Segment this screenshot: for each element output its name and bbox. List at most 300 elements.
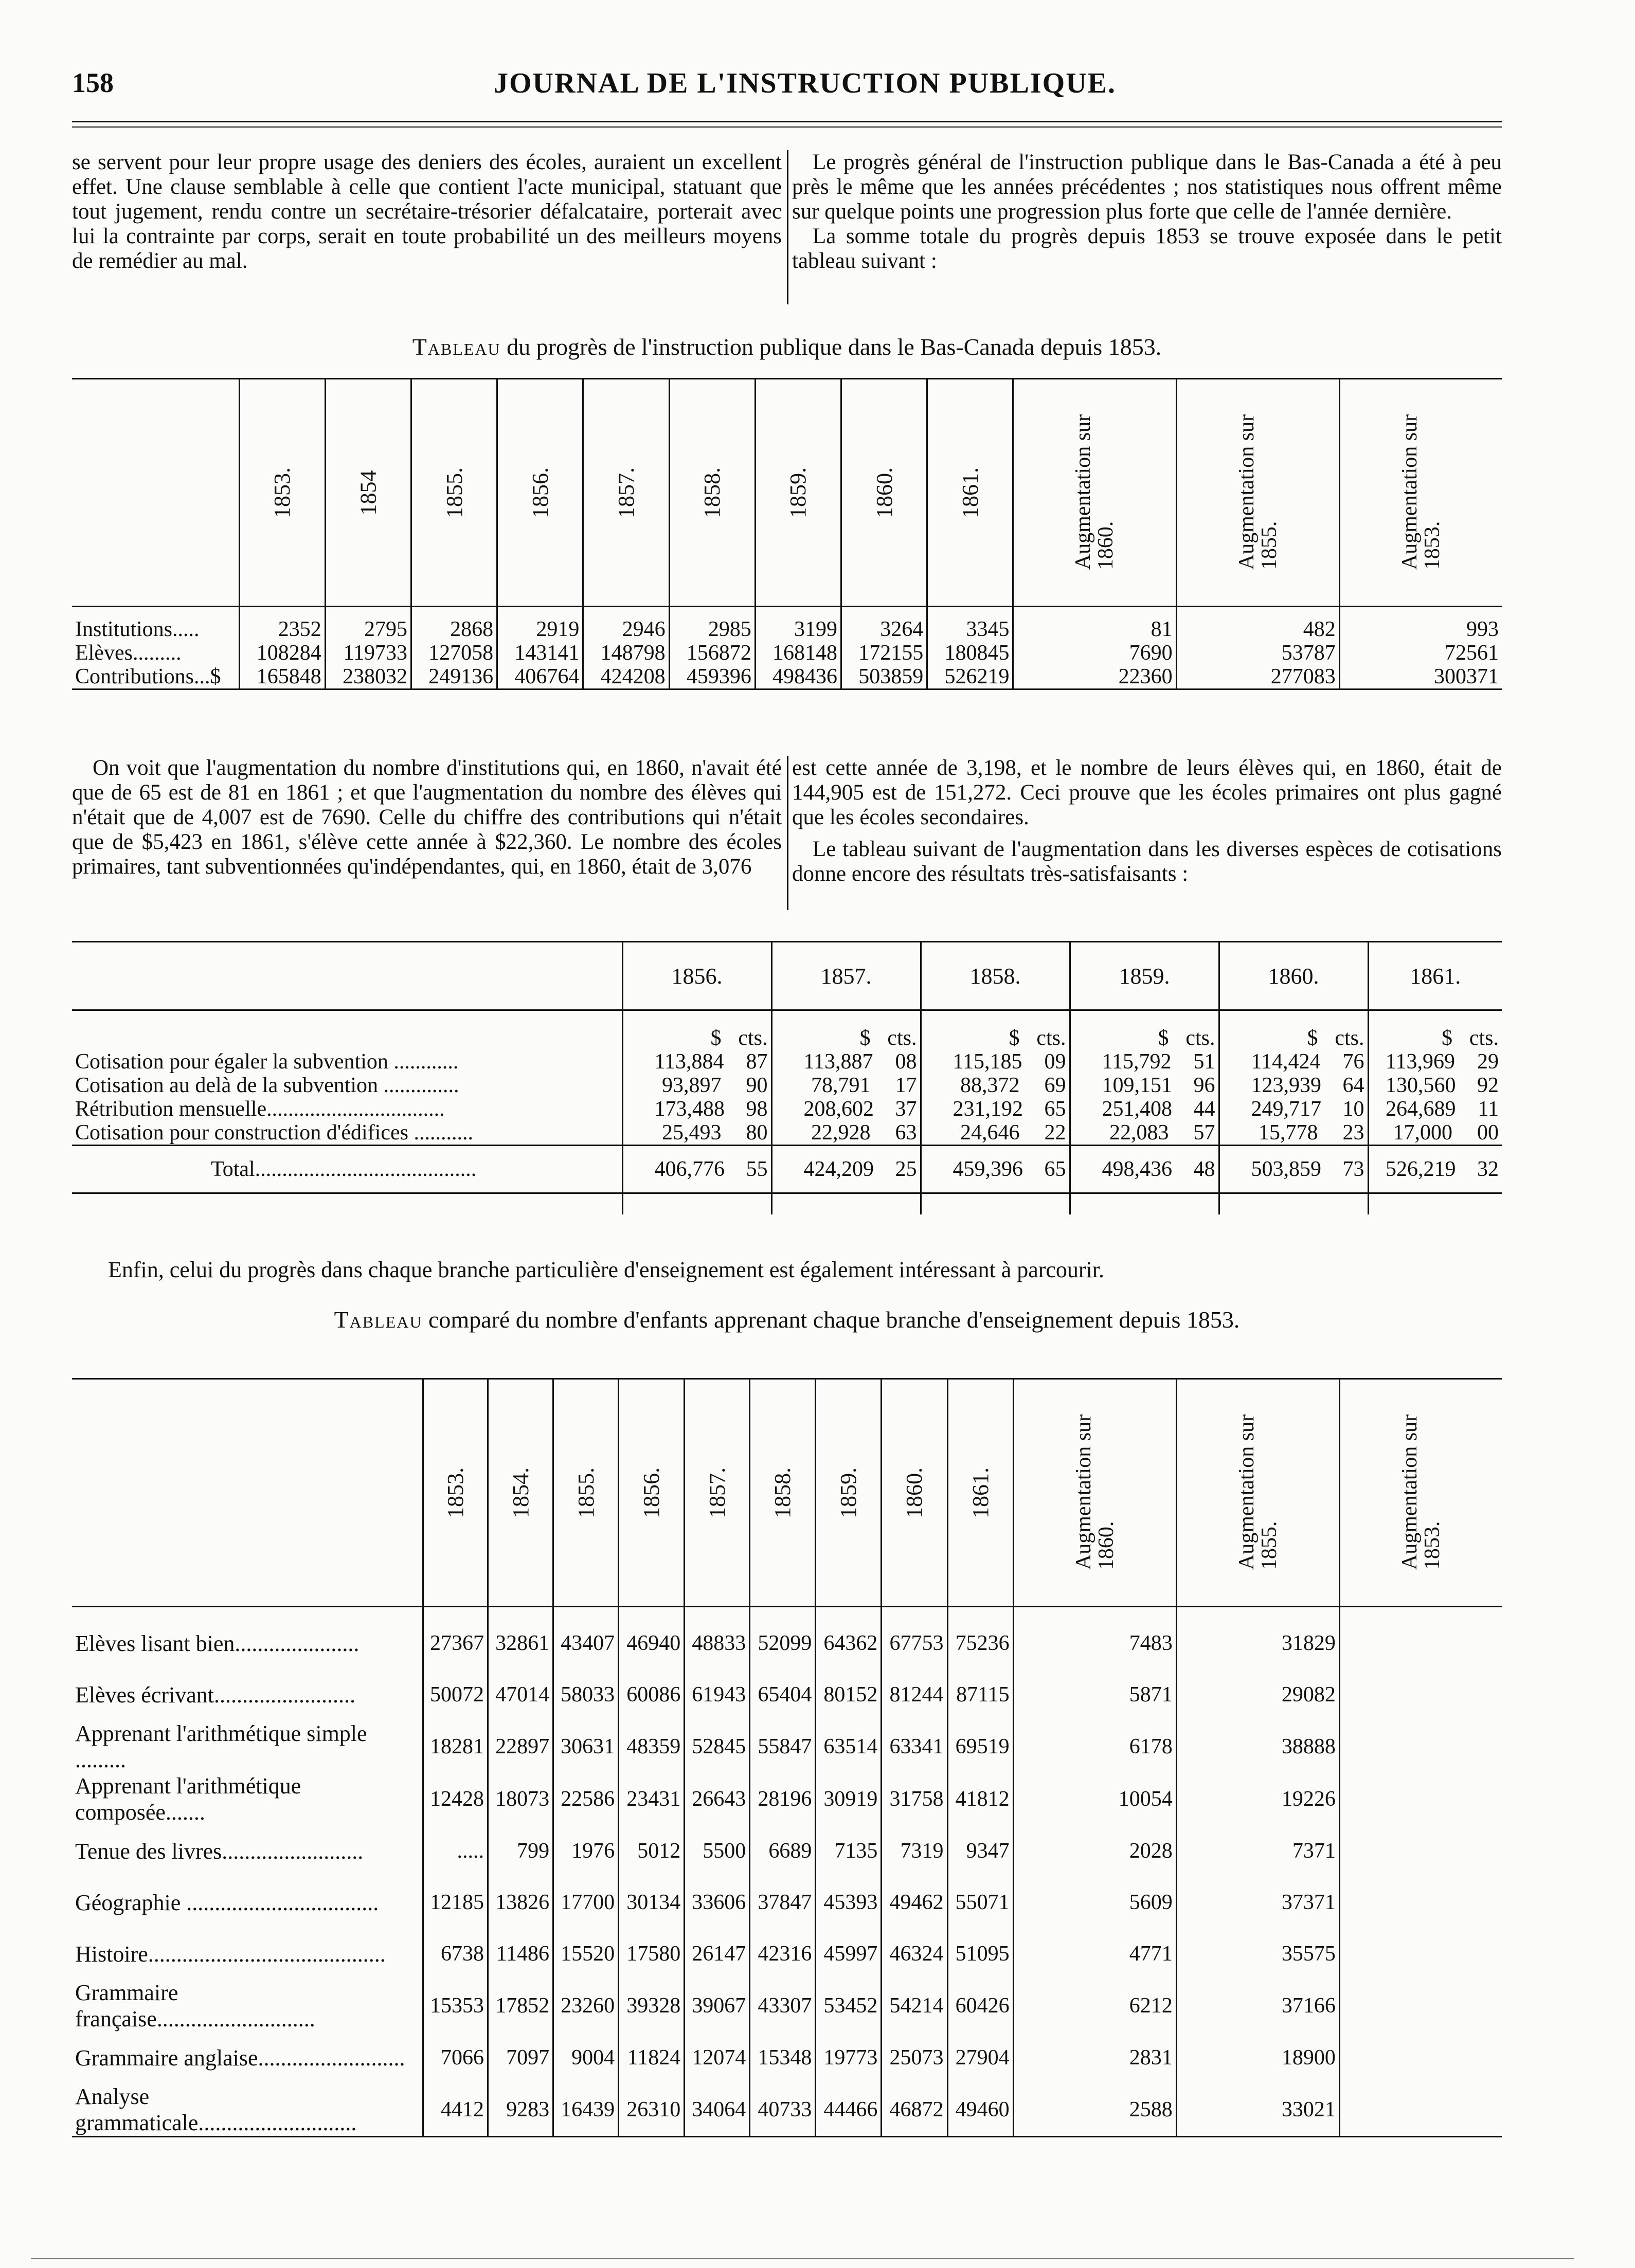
table-cell: 35575 — [1176, 1928, 1339, 1980]
table-cell: 2352 — [239, 607, 325, 642]
cents-value: 29 — [1477, 1050, 1499, 1074]
table3-row — [72, 1928, 1502, 1980]
table-cell: 25073 — [882, 2032, 947, 2083]
table-cell: 9283 — [488, 2083, 553, 2137]
money-cell — [622, 1074, 771, 1097]
units-cell — [1219, 1010, 1368, 1050]
dollars-value: 15,778 — [1259, 1121, 1318, 1145]
money-cell — [1368, 1050, 1502, 1074]
units-blank — [72, 1010, 622, 1050]
cents-value: 51 — [1193, 1050, 1215, 1074]
table1-header-cell: Augmentation sur 1855. — [1176, 379, 1339, 607]
table3-row — [72, 1773, 1502, 1825]
table-cell: 143141 — [497, 641, 583, 665]
table-cell: 180845 — [927, 641, 1013, 665]
cents-value: 22 — [1044, 1121, 1066, 1145]
table-cell: 4412 — [423, 2083, 488, 2137]
rule-cell — [622, 1193, 771, 1215]
table-cell: 3345 — [927, 607, 1013, 642]
table-cell: 5871 — [1013, 1669, 1176, 1720]
table-cell: 29082 — [1176, 1669, 1339, 1720]
cents-value: 92 — [1477, 1074, 1499, 1097]
dollar-unit: $ — [859, 1026, 871, 1050]
dollars-value: 109,151 — [1102, 1074, 1172, 1097]
dollars-value: 115,185 — [953, 1050, 1022, 1074]
table-cell: 30631 — [553, 1720, 619, 1773]
cents-value: 98 — [746, 1097, 768, 1121]
table-cell: 45393 — [816, 1877, 882, 1928]
table2-year-header: 1861. — [1368, 942, 1502, 1010]
money-cell — [622, 1097, 771, 1121]
column-divider — [787, 150, 788, 304]
table3-row — [72, 1980, 1502, 2032]
rule-cell — [72, 1193, 622, 1215]
middle-right-paragraph-2: Le tableau suivant de l'augmentation dans les diverses espèces de cotisations donne encore des résultats très-satisfaisants : — [792, 837, 1502, 886]
table-cell: 46940 — [619, 1607, 685, 1670]
table2-row — [72, 1074, 1502, 1097]
table1-bottom-rule — [72, 690, 1502, 706]
table-cell: 424208 — [583, 665, 669, 690]
money-cell — [1070, 1121, 1219, 1146]
table3-caption — [72, 1306, 1502, 1333]
cents-value: 80 — [746, 1121, 768, 1145]
table2-row — [72, 1097, 1502, 1121]
cents-value: 11 — [1478, 1097, 1499, 1121]
table-cell: 12185 — [423, 1877, 488, 1928]
cotisations-table — [72, 941, 1502, 1214]
table-cell: 87115 — [947, 1669, 1013, 1720]
cents-value: 00 — [1477, 1121, 1499, 1145]
table-cell: 3199 — [755, 607, 841, 642]
table-cell: 526219 — [927, 665, 1013, 690]
row-label: Rétribution mensuelle................................. — [75, 1097, 445, 1121]
money-cell — [771, 1097, 921, 1121]
table-cell — [1339, 1669, 1502, 1720]
table-cell: 39328 — [619, 1980, 685, 2032]
dollars-value: 78,791 — [811, 1074, 871, 1097]
table1-header-blank — [72, 379, 239, 607]
money-cell — [1368, 1074, 1502, 1097]
table-cell: 238032 — [325, 665, 411, 690]
row-label: Grammaire anglaise.......................... — [75, 2045, 405, 2071]
table1-header-cell: 1860. — [841, 379, 927, 607]
dollar-unit: $ — [1307, 1026, 1318, 1050]
table-cell: 80152 — [816, 1669, 882, 1720]
row-label: Histoire.......................................... — [75, 1941, 386, 1967]
table-cell — [1339, 1720, 1502, 1773]
row-label: Cotisation pour construction d'édifices ........... — [75, 1121, 473, 1145]
table-cell: 55071 — [947, 1877, 1013, 1928]
page-header — [72, 62, 1502, 108]
middle-right-paragraph-1: est cette année de 3,198, et le nombre de leurs élèves qui, en 1860, était de 144,905 est de 151,272. Ceci prouve que les écoles primaires ont plus gagné que les écoles secondaires. — [792, 756, 1502, 829]
table-cell: 39067 — [685, 1980, 750, 2032]
table-cell: 799 — [488, 1825, 553, 1877]
table-cell: 26643 — [685, 1773, 750, 1825]
table3-header-cell: 1854. — [488, 1379, 553, 1607]
dollars-value: 123,939 — [1251, 1074, 1321, 1097]
units-cell — [1070, 1010, 1219, 1050]
table-cell: 16439 — [553, 2083, 619, 2137]
middle-columns — [72, 756, 1502, 910]
dollars-value: 88,372 — [960, 1074, 1020, 1097]
dollars-value: 25,493 — [662, 1121, 722, 1145]
table-cell: 168148 — [755, 641, 841, 665]
table-cell: 498436 — [755, 665, 841, 690]
table-cell: 2985 — [669, 607, 755, 642]
dollars-value: 249,717 — [1251, 1097, 1321, 1121]
row-label: Grammaire française............................ — [75, 1980, 315, 2031]
cents-value: 63 — [895, 1121, 917, 1145]
table3-row — [72, 2032, 1502, 2083]
intro-right-paragraph-1: Le progrès général de l'instruction publique dans le Bas-Canada a été à peu près le même que les années précédentes ; nos statistiques nous offrent même sur quelque points une progression plus forte que celle de l'année dernière. — [792, 150, 1502, 224]
table-cell: 17700 — [553, 1877, 619, 1928]
table-cell: 34064 — [685, 2083, 750, 2137]
table1-header-cell: 1859. — [755, 379, 841, 607]
table-cell: ..... — [423, 1825, 488, 1877]
table-cell: 172155 — [841, 641, 927, 665]
cents-unit: cts. — [738, 1026, 768, 1050]
table-cell: 72561 — [1339, 641, 1502, 665]
row-label: Analyse grammaticale............................ — [75, 2084, 357, 2135]
table-cell: 1976 — [553, 1825, 619, 1877]
table-cell: 249136 — [411, 665, 497, 690]
table-cell: 43407 — [553, 1607, 619, 1670]
table2-row — [72, 1050, 1502, 1074]
table-cell: 2868 — [411, 607, 497, 642]
table3-header-cell: Augmentation sur 1853. — [1339, 1379, 1502, 1607]
dollar-unit: $ — [1158, 1026, 1169, 1050]
table3-header-cell: 1856. — [619, 1379, 685, 1607]
dollars-value: 498,436 — [1102, 1157, 1172, 1181]
cents-value: 64 — [1342, 1074, 1364, 1097]
row-label: Cotisation pour égaler la subvention ............ — [75, 1050, 459, 1074]
table3-header-cell: 1859. — [816, 1379, 882, 1607]
table-cell: 5609 — [1013, 1877, 1176, 1928]
table-cell: 28196 — [750, 1773, 816, 1825]
table-cell: 33606 — [685, 1877, 750, 1928]
table-cell: 49462 — [882, 1877, 947, 1928]
money-cell — [1070, 1146, 1219, 1193]
table2-units-row — [72, 1010, 1502, 1050]
cents-value: 48 — [1193, 1157, 1215, 1181]
table-cell — [1339, 1607, 1502, 1670]
dollars-value: 251,408 — [1102, 1097, 1172, 1121]
table-cell: 48833 — [685, 1607, 750, 1670]
table-cell: 2946 — [583, 607, 669, 642]
table-cell: 7483 — [1013, 1607, 1176, 1670]
money-cell — [1070, 1050, 1219, 1074]
rule-cell — [1219, 1193, 1368, 1215]
table2-year-header: 1858. — [921, 942, 1070, 1010]
units-cell — [921, 1010, 1070, 1050]
table-cell: 52845 — [685, 1720, 750, 1773]
cents-value: 87 — [746, 1050, 768, 1074]
dollars-value: 406,776 — [654, 1157, 725, 1181]
table-cell: 406764 — [497, 665, 583, 690]
table-cell: 15348 — [750, 2032, 816, 2083]
dollars-value: 208,602 — [803, 1097, 874, 1121]
table-cell: 63514 — [816, 1720, 882, 1773]
table-cell: 13826 — [488, 1877, 553, 1928]
table-cell — [1339, 1773, 1502, 1825]
units-cell — [622, 1010, 771, 1050]
money-cell — [1219, 1121, 1368, 1146]
table-cell: 49460 — [947, 2083, 1013, 2137]
table-cell: 64362 — [816, 1607, 882, 1670]
table1-header-cell: 1854 — [325, 379, 411, 607]
table-cell: 43307 — [750, 1980, 816, 2032]
money-cell — [771, 1121, 921, 1146]
table-cell: 30919 — [816, 1773, 882, 1825]
table-cell: 69519 — [947, 1720, 1013, 1773]
dollars-value: 93,897 — [662, 1074, 722, 1097]
dollars-value: 173,488 — [654, 1097, 725, 1121]
table-cell: 15353 — [423, 1980, 488, 2032]
table-cell: 459396 — [669, 665, 755, 690]
table1-header-cell: 1856. — [497, 379, 583, 607]
table-cell: 53452 — [816, 1980, 882, 2032]
dollars-value: 22,928 — [811, 1121, 871, 1145]
dollars-value: 17,000 — [1393, 1121, 1452, 1145]
cents-value: 09 — [1044, 1050, 1066, 1074]
table-cell: 30134 — [619, 1877, 685, 1928]
table-cell: 26147 — [685, 1928, 750, 1980]
table-cell: 7319 — [882, 1825, 947, 1877]
row-label: Cotisation au delà de la subvention .............. — [75, 1074, 459, 1097]
table1-header-cell: 1861. — [927, 379, 1013, 607]
table-cell: 300371 — [1339, 665, 1502, 690]
table3-row — [72, 1669, 1502, 1720]
table-cell: 44466 — [816, 2083, 882, 2137]
cents-value: 25 — [895, 1157, 917, 1181]
intro-right-column — [792, 150, 1502, 274]
table-cell: 22586 — [553, 1773, 619, 1825]
table-cell: 51095 — [947, 1928, 1013, 1980]
table-cell: 75236 — [947, 1607, 1013, 1670]
money-cell — [771, 1146, 921, 1193]
table-cell: 22360 — [1013, 665, 1176, 690]
table-cell: 19773 — [816, 2032, 882, 2083]
intro-columns — [72, 150, 1502, 304]
cents-unit: cts. — [1335, 1026, 1364, 1050]
intro-right-paragraph-2: La somme totale du progrès depuis 1853 se trouve exposée dans le petit tableau suivant : — [792, 224, 1502, 273]
cents-unit: cts. — [1036, 1026, 1066, 1050]
table-cell: 41812 — [947, 1773, 1013, 1825]
table-cell: 81 — [1013, 607, 1176, 642]
table-cell: 23260 — [553, 1980, 619, 2032]
table-cell: 81244 — [882, 1669, 947, 1720]
table-cell: 40733 — [750, 2083, 816, 2137]
table-cell: 11824 — [619, 2032, 685, 2083]
dollars-value: 526,219 — [1386, 1157, 1456, 1181]
branches-table — [72, 1378, 1502, 2143]
table-cell: 65404 — [750, 1669, 816, 1720]
table-cell: 2919 — [497, 607, 583, 642]
money-cell — [1219, 1050, 1368, 1074]
intro-left-paragraph: se servent pour leur propre usage des deniers des écoles, auraient un excellent effet. Une clause semblable à celle que contient l'acte municipal, statuant que tout jugement, rendu contre un secrétaire-trésorier défalcataire, porterait avec lui la contrainte par corps, serait en toute probabilité un des meilleurs moyens de remédier au mal. — [72, 150, 782, 273]
table3-row — [72, 1825, 1502, 1877]
row-label: Total......................................... — [72, 1146, 622, 1193]
table-cell — [1339, 1928, 1502, 1980]
dollar-unit: $ — [710, 1026, 722, 1050]
dollars-value: 231,192 — [953, 1097, 1023, 1121]
table-cell: 38888 — [1176, 1720, 1339, 1773]
money-cell — [1070, 1097, 1219, 1121]
table-cell: 18281 — [423, 1720, 488, 1773]
money-cell — [1219, 1146, 1368, 1193]
header-rule — [72, 121, 1502, 128]
table1-caption-text: du progrès de l'instruction publique dans le Bas-Canada depuis 1853. — [507, 334, 1162, 360]
dollars-value: 114,424 — [1251, 1050, 1321, 1074]
table2-row — [72, 1121, 1502, 1146]
table-cell: 6738 — [423, 1928, 488, 1980]
row-label: Institutions..... — [75, 618, 200, 641]
row-label: Géographie .................................. — [75, 1890, 379, 1915]
money-cell — [1219, 1097, 1368, 1121]
dollars-value: 115,792 — [1102, 1050, 1172, 1074]
table-cell: 2795 — [325, 607, 411, 642]
table-cell: 7066 — [423, 2032, 488, 2083]
money-cell — [921, 1097, 1070, 1121]
table-cell: 27367 — [423, 1607, 488, 1670]
table-cell — [1339, 2083, 1502, 2137]
table-cell: 503859 — [841, 665, 927, 690]
dollars-value: 22,083 — [1109, 1121, 1169, 1145]
table-cell: 7371 — [1176, 1825, 1339, 1877]
table-cell: 6178 — [1013, 1720, 1176, 1773]
cents-value: 10 — [1342, 1097, 1364, 1121]
transition-paragraph: Enfin, celui du progrès dans chaque branche particulière d'enseignement est également intéressant à parcourir. — [108, 1257, 1105, 1282]
rule-cell — [1368, 1193, 1502, 1215]
table-cell: 2028 — [1013, 1825, 1176, 1877]
rule-cell — [1070, 1193, 1219, 1215]
table-cell: 46872 — [882, 2083, 947, 2137]
table-cell: 45997 — [816, 1928, 882, 1980]
table-cell — [1339, 1877, 1502, 1928]
cents-value: 44 — [1193, 1097, 1215, 1121]
table3-header-cell: 1855. — [553, 1379, 619, 1607]
units-cell — [771, 1010, 921, 1050]
table2-year-header: 1860. — [1219, 942, 1368, 1010]
table-cell: 18073 — [488, 1773, 553, 1825]
dollars-value: 113,887 — [803, 1050, 873, 1074]
money-cell — [1368, 1121, 1502, 1146]
table-cell: 148798 — [583, 641, 669, 665]
table-cell: 52099 — [750, 1607, 816, 1670]
table-cell: 3264 — [841, 607, 927, 642]
money-cell — [622, 1121, 771, 1146]
table-cell: 2831 — [1013, 2032, 1176, 2083]
table-cell: 32861 — [488, 1607, 553, 1670]
middle-left-column — [72, 756, 782, 879]
table3-caption-text: comparé du nombre d'enfants apprenant chaque branche d'enseignement depuis 1853. — [428, 1307, 1240, 1333]
row-label: Tenue des livres......................... — [75, 1838, 364, 1864]
intro-left-column — [72, 150, 782, 274]
table-cell: 993 — [1339, 607, 1502, 642]
dollars-value: 113,884 — [654, 1050, 724, 1074]
table-cell: 2588 — [1013, 2083, 1176, 2137]
table-cell: 9347 — [947, 1825, 1013, 1877]
table-cell: 11486 — [488, 1928, 553, 1980]
table-cell: 50072 — [423, 1669, 488, 1720]
table3-row — [72, 1720, 1502, 1773]
table-cell: 55847 — [750, 1720, 816, 1773]
table-cell: 6212 — [1013, 1980, 1176, 2032]
row-label: Apprenant l'arithmétique simple ......... — [75, 1721, 367, 1772]
cents-value: 55 — [746, 1157, 768, 1181]
table-cell — [1339, 2032, 1502, 2083]
table-cell: 22897 — [488, 1720, 553, 1773]
table-cell: 482 — [1176, 607, 1339, 642]
table2-year-header: 1856. — [622, 942, 771, 1010]
dollars-value: 459,396 — [953, 1157, 1023, 1181]
cents-value: 17 — [895, 1074, 917, 1097]
table-cell: 127058 — [411, 641, 497, 665]
table1-row — [72, 665, 1502, 690]
table-cell: 10054 — [1013, 1773, 1176, 1825]
table-cell: 37166 — [1176, 1980, 1339, 2032]
table-cell: 12428 — [423, 1773, 488, 1825]
table-cell: 5012 — [619, 1825, 685, 1877]
table3-header-blank — [72, 1379, 423, 1607]
cents-value: 57 — [1193, 1121, 1215, 1145]
row-label: Contributions...$ — [75, 665, 221, 688]
table1-row — [72, 641, 1502, 665]
rule-cell — [921, 1193, 1070, 1215]
table3-header-cell: 1853. — [423, 1379, 488, 1607]
table-cell: 5500 — [685, 1825, 750, 1877]
money-cell — [921, 1050, 1070, 1074]
dollars-value: 24,646 — [960, 1121, 1020, 1145]
table1-caption — [72, 333, 1502, 360]
table3-header-cell: Augmentation sur 1860. — [1013, 1379, 1176, 1607]
dollars-value: 130,560 — [1386, 1074, 1456, 1097]
units-cell — [1368, 1010, 1502, 1050]
table1-header-cell: 1855. — [411, 379, 497, 607]
table-cell: 31829 — [1176, 1607, 1339, 1670]
table3-header-cell: 1857. — [685, 1379, 750, 1607]
money-cell — [1070, 1074, 1219, 1097]
table-cell: 31758 — [882, 1773, 947, 1825]
cents-value: 76 — [1342, 1050, 1364, 1074]
page-number: 158 — [72, 67, 114, 98]
table-cell: 18900 — [1176, 2032, 1339, 2083]
table1-header-cell: 1858. — [669, 379, 755, 607]
table-cell: 33021 — [1176, 2083, 1339, 2137]
table-cell: 27904 — [947, 2032, 1013, 2083]
table-cell: 7135 — [816, 1825, 882, 1877]
table1-caption-lead: Tableau — [412, 334, 501, 360]
table-cell: 63341 — [882, 1720, 947, 1773]
table-cell: 165848 — [239, 665, 325, 690]
table-cell: 4771 — [1013, 1928, 1176, 1980]
table-cell — [1339, 1825, 1502, 1877]
money-cell — [1368, 1097, 1502, 1121]
table-cell: 17580 — [619, 1928, 685, 1980]
table-cell: 47014 — [488, 1669, 553, 1720]
money-cell — [921, 1121, 1070, 1146]
middle-left-paragraph: On voit que l'augmentation du nombre d'institutions qui, en 1860, n'avait été que de 65 est de 81 en 1861 ; et que l'augmentation du nombre des élèves qui n'était que de 4,007 est de 7690. Celle du chiffre des contributions qui n'était que de $5,423 en 1861, s'élève cette année à $22,360. Le nombre des écoles primaires, tant subventionnées qu'indépendantes, qui, en 1860, était de 3,076 — [72, 756, 782, 879]
table3-row — [72, 2083, 1502, 2137]
table2-bottom-rule — [72, 1193, 1502, 1215]
row-label: Apprenant l'arithmétique composée....... — [75, 1773, 301, 1825]
money-cell — [921, 1146, 1070, 1193]
table-cell: 7097 — [488, 2032, 553, 2083]
table1-header-cell: Augmentation sur 1860. — [1013, 379, 1176, 607]
dollars-value: 113,969 — [1386, 1050, 1455, 1074]
table-cell: 37847 — [750, 1877, 816, 1928]
table3-row — [72, 1877, 1502, 1928]
